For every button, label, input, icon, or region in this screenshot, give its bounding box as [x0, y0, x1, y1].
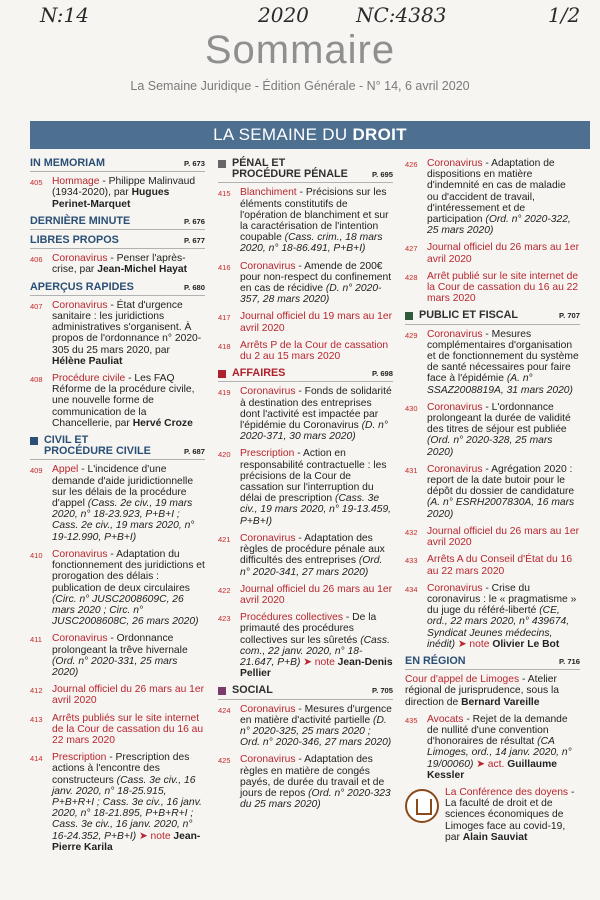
entry-number: 417	[218, 313, 231, 323]
entry-reference: (Cass. com., 22 janv. 2020, n° 18-21.647, P+B)	[240, 634, 390, 668]
entry-text: - État d'urgence sanitaire : les juridictions administratives s'organisent. À propos de l'ordonnance n° 2020-305 du 25 mars 2020, par	[52, 299, 202, 356]
entry-427[interactable]	[405, 242, 580, 264]
entry-heading: Appel	[52, 464, 79, 476]
entry-reference: (Ord. n° 2020-323 du 25 mars 2020)	[240, 787, 391, 811]
conference-entry[interactable]	[405, 787, 580, 843]
banner-bold: DROIT	[352, 125, 407, 144]
entry-heading: Arrêts A du Conseil d'État du 16 au 22 mars 2020	[427, 554, 573, 577]
entry-text: - Penser l'après-crise, par	[52, 253, 186, 276]
entry-number: 407	[30, 301, 43, 311]
entry-number: 421	[218, 534, 231, 544]
section-page: P. 687	[184, 447, 205, 457]
section-apercus-rapides	[30, 282, 205, 296]
entry-heading: Prescription	[240, 448, 295, 460]
entry-heading: Arrêts publiés sur le site internet de la Cour de cassation du 16 au 22 mars 2020	[52, 712, 204, 746]
note-arrow: ➤ note	[300, 656, 338, 668]
entry-424[interactable]	[218, 704, 393, 749]
entry-heading: Coronavirus	[52, 633, 108, 645]
entry-heading: Journal officiel du 19 mars au 1er avril 2020	[240, 311, 393, 334]
entry-author: Guillaume Kessler	[427, 758, 557, 781]
entry-number: 424	[218, 705, 231, 715]
section-in-memoriam	[30, 158, 205, 172]
entry-heading: Procédure civile	[52, 373, 126, 385]
entry-number: 410	[30, 550, 43, 560]
entry-text: - Adaptation de dispositions en matière d'indemnité en cas de maladie ou d'accident de travail, d'intéressement et de participation	[427, 158, 566, 226]
entry-text: - Précisions sur les éléments constitutifs de l'opération de blanchiment et sur la caractérisation de l'intention coupable	[240, 187, 389, 244]
section-banner	[30, 121, 590, 149]
handwritten-page: 1/2	[548, 3, 581, 27]
section-title-text: SOCIAL	[232, 684, 273, 697]
section-page: P. 673	[184, 159, 205, 168]
column-3	[405, 158, 580, 849]
entry-heading: Coronavirus	[427, 328, 483, 340]
section-title-text: AFFAIRES	[232, 367, 286, 380]
entry-number: 405	[30, 178, 43, 188]
entry-number: 416	[218, 262, 231, 272]
entry-number: 433	[405, 556, 418, 566]
entry-408[interactable]	[30, 373, 205, 429]
entry-405[interactable]	[30, 176, 205, 210]
section-page: P. 680	[184, 282, 205, 292]
entry-heading: Coronavirus	[427, 582, 483, 594]
entry-heading: Coronavirus	[240, 532, 296, 544]
entry-reference: (A. n° ESRH2007830A, 16 mars 2020)	[427, 497, 575, 520]
section-square-icon	[218, 160, 226, 168]
note-arrow: ➤ act.	[473, 758, 508, 770]
entry-number: 412	[30, 686, 43, 696]
entry-reference: (Ord. n° 2020-341, 27 mars 2020)	[240, 555, 383, 578]
entry-428[interactable]	[405, 271, 580, 305]
entry-heading: Coronavirus	[240, 703, 296, 715]
section-square-icon	[218, 687, 226, 695]
section-affaires	[218, 368, 393, 382]
section-derniere-minute	[30, 216, 205, 230]
section-title	[405, 310, 518, 321]
section-social	[218, 685, 393, 699]
conference-logo-icon	[405, 789, 439, 823]
entry-text: - Les FAQ Réforme de la procédure civile, une nouvelle forme de communication de la Chancellerie, par	[52, 373, 195, 429]
entry-number: 420	[218, 450, 231, 460]
entry-reference: (D. n° 2020-325, 25 mars 2020 ; Ord. n° 2020-346, 27 mars 2020)	[240, 714, 392, 749]
entry-text: - Adaptation des règles en matière de congés payés, de durée du travail et de jours de repos	[240, 754, 385, 799]
entry-420[interactable]	[218, 448, 393, 526]
entry-heading: Procédures collectives	[240, 612, 344, 624]
entry-reference: (Cass. 3e civ., 19 mars 2020, n° 19-13.459, P+B+I)	[240, 493, 392, 527]
entry-text: - La faculté de droit et de sciences économiques de Limoges face au covid-19, par	[445, 786, 575, 843]
entry-author: Jean-Pierre Karila	[52, 830, 201, 853]
section-en-region	[405, 656, 580, 670]
entry-heading: Arrêts P de la Cour de cassation du 2 au 15 mars 2020	[240, 339, 389, 363]
entry-number: 431	[405, 465, 418, 475]
entry-reference: (D. n° 2020-371, 30 mars 2020)	[240, 420, 389, 443]
entry-reference: (Cass. crim., 18 mars 2020, n° 18-86.491, P+B+I)	[240, 232, 383, 255]
entry-heading: Coronavirus	[427, 158, 483, 169]
section-libres-propos	[30, 235, 205, 249]
entry-423[interactable]	[218, 612, 393, 679]
entry-reference: (Ord. n° 2020-328, 25 mars 2020)	[427, 435, 553, 458]
entry-409[interactable]	[30, 464, 205, 542]
entry-heading: Coronavirus	[427, 401, 483, 413]
issue-subtitle: La Semaine Juridique - Édition Générale - N° 14, 6 avril 2020	[130, 79, 470, 93]
entry-417[interactable]	[218, 311, 393, 333]
note-arrow: ➤ note	[455, 638, 493, 650]
entry-author: Alain Sauviat	[462, 831, 528, 843]
section-title	[218, 158, 348, 180]
entry-reference: (Circ. n° JUSC2008609C, 26 mars 2020 ; Circ. n° JUSC2008608C, 26 mars 2020)	[52, 593, 199, 628]
entry-heading: Avocats	[427, 713, 464, 725]
entry-heading: Arrêt publié sur le site internet de la Cour de cassation du 16 au 22 mars 2020	[427, 270, 579, 305]
entry-number: 406	[30, 255, 43, 265]
handwritten-reference: NC:4383	[356, 3, 447, 27]
entry-heading: Journal officiel du 26 mars au 1er avril 2020	[427, 242, 580, 265]
entry-number: 423	[218, 614, 231, 624]
entry-412[interactable]	[30, 684, 205, 706]
entry-heading: Blanchiment	[240, 187, 297, 199]
section-title	[218, 368, 285, 379]
entry-author: Jean-Denis Pellier	[240, 656, 393, 680]
entry-430[interactable]	[405, 402, 580, 458]
entry-number: 429	[405, 330, 418, 340]
section-title: EN RÉGION	[405, 654, 466, 667]
entry-number: 409	[30, 466, 43, 476]
entry-413[interactable]	[30, 713, 205, 747]
entry-heading: Coronavirus	[427, 463, 483, 475]
entry-410[interactable]	[30, 549, 205, 627]
entry-reference: (D. n° 2020-357, 28 mars 2020)	[240, 283, 382, 306]
entry-407[interactable]	[30, 300, 205, 367]
entry-reference: (Cass. 2e civ., 19 mars 2020, n° 18-23.923, P+B+I ; Cass. 2e civ., 19 mars 2020, n° 19-12.990, P+B+I)	[52, 498, 195, 543]
entry-heading: Coronavirus	[240, 260, 296, 272]
entry-heading: Journal officiel du 26 mars au 1er avril 2020	[52, 684, 205, 707]
entry-number: 430	[405, 403, 418, 413]
entry-author: Hélène Pauliat	[52, 355, 123, 367]
section-square-icon	[405, 312, 413, 320]
entry-text: - Atelier régional de jurisprudence, sous la direction de	[405, 674, 559, 708]
entry-number: 414	[30, 754, 43, 764]
entry-411[interactable]	[30, 633, 205, 678]
banner-text: LA SEMAINE DU	[213, 125, 353, 144]
section-square-icon	[30, 437, 38, 445]
entry-heading: Coronavirus	[240, 386, 296, 398]
entry-number: 435	[405, 715, 418, 725]
entry-number: 408	[30, 375, 43, 385]
entry-text: - Mesures complémentaires d'organisation et de fonctionnement du système de santé nécessaires pour faire face à l'épidémie	[427, 328, 579, 385]
entry-number: 418	[218, 341, 231, 351]
section-page: P. 695	[372, 170, 393, 180]
entry-406[interactable]	[30, 253, 205, 275]
entry-text: - Fonds de solidarité à destination des entreprises dont l'activité est impactée par l'épidémie du Coronavirus	[240, 386, 392, 432]
entry-text: - L'incidence d'une demande d'aide juridictionnelle sur les délais de la procédure d'appel	[52, 464, 194, 510]
section-page: P. 698	[372, 369, 393, 379]
entry-425[interactable]	[218, 754, 393, 810]
handwritten-year: 2020	[258, 3, 309, 27]
entry-text: - De la primauté des procédures collectives sur les sûretés	[240, 612, 377, 646]
entry-reference: (CA Limoges, ord., 14 janv. 2020, n° 19/00060)	[427, 736, 572, 770]
section-page: P. 716	[559, 656, 580, 666]
entry-416[interactable]	[218, 261, 393, 306]
entry-number: 419	[218, 388, 231, 398]
entry-heading: Coronavirus	[52, 253, 108, 265]
entry-author: Olivier Le Bot	[492, 638, 560, 650]
entry-number: 413	[30, 714, 43, 724]
entry-415[interactable]	[218, 187, 393, 254]
section-title-line2: PROCÉDURE PÉNALE	[232, 168, 348, 181]
entry-432[interactable]	[405, 526, 580, 548]
entry-heading: Coronavirus	[52, 299, 108, 311]
entry-text: - Ordonnance prolongeant la trêve hivernale	[52, 633, 188, 656]
entry-heading: Journal officiel du 26 mars au 1er avril 2020	[240, 583, 393, 606]
section-title-line1: PÉNAL ET	[232, 157, 286, 169]
section-title: DERNIÈRE MINUTE	[30, 214, 131, 227]
entry-429[interactable]	[405, 329, 580, 396]
entry-author: Jean-Michel Hayat	[97, 264, 188, 276]
entry-434[interactable]	[405, 583, 580, 650]
section-title	[218, 685, 273, 696]
entry-text: - Adaptation du fonctionnement des juridictions et prorogation des délais : publication de deux circulaires	[52, 548, 205, 594]
entry-heading: Journal officiel du 26 mars au 1er avril 2020	[427, 525, 580, 549]
entry-author: Bernard Vareille	[461, 696, 540, 708]
section-public-fiscal	[405, 310, 580, 324]
entry-text: - Amende de 200€ pour non-respect du confinement en cas de récidive	[240, 260, 392, 295]
section-title	[30, 435, 151, 457]
entry-435[interactable]	[405, 714, 580, 781]
entry-heading: Cour d'appel de Limoges	[405, 674, 520, 686]
column-1	[30, 158, 205, 859]
entry-heading: La Conférence des doyens	[445, 786, 569, 798]
handwritten-number: N:14	[40, 3, 89, 27]
section-page: P. 677	[184, 236, 205, 246]
section-penal	[218, 158, 393, 183]
entry-text: - Adaptation des règles de procédure pénale aux difficultés des entreprises	[240, 532, 385, 567]
section-title: IN MEMORIAM	[30, 157, 105, 169]
entry-426[interactable]	[405, 158, 580, 236]
entry-number: 427	[405, 244, 418, 254]
section-page: P. 705	[372, 686, 393, 696]
entry-number: 426	[405, 160, 418, 169]
section-title: APERÇUS RAPIDES	[30, 280, 134, 293]
section-civil	[30, 435, 205, 460]
page-title: Sommaire	[204, 28, 396, 72]
entry-number: 422	[218, 585, 231, 595]
section-title-line1: CIVIL ET	[44, 434, 89, 447]
entry-text: - Action en responsabilité contractuelle : les précisions de la Cour de cassation sur l'interruption du délai de prescription	[240, 448, 387, 505]
entry-text: - Crise du coronavirus : le « pragmatisme » du juge du référé-liberté	[427, 582, 577, 617]
entry-reference: (A. n° SSAZ2008819A, 31 mars 2020)	[427, 373, 573, 396]
entry-reference: (Cass. 3e civ., 16 janv. 2020, n° 18-25.915, P+B+R+I ; Cass. 3e civ., 16 janv. 2020, n° 18-21.895, P+B+R+I ; Cass. 3e civ., 16 janv. 2020, n° 16-24.352, P+B+I)	[52, 774, 202, 842]
entry-431[interactable]	[405, 464, 580, 520]
entry-text: - Agrégation 2020 : report de la date butoir pour le dépôt du dossier de candidature	[427, 463, 575, 498]
entry-text: - L'ordonnance prolongeant la durée de validité des titres de séjour est publiée	[427, 401, 571, 436]
column-2	[218, 158, 393, 816]
entry-heading: Prescription	[52, 752, 107, 764]
section-title-line2: PROCÉDURE CIVILE	[44, 445, 151, 458]
entry-reference: (CE, ord., 22 mars 2020, n° 439674, Syndicat Jeunes médecins, inédit)	[427, 605, 570, 650]
entry-number: 428	[405, 272, 418, 282]
entry-421[interactable]	[218, 533, 393, 578]
entry-heading: Coronavirus	[240, 754, 296, 766]
entry-422[interactable]	[218, 584, 393, 606]
entry-author: Hugues Perinet-Marquet	[52, 187, 170, 210]
entry-heading: Hommage	[52, 176, 100, 188]
section-page: P. 707	[559, 311, 580, 321]
entry-433[interactable]	[405, 554, 580, 576]
entry-text: - Philippe Malinvaud (1934-2020), par	[52, 176, 196, 199]
entry-number: 432	[405, 527, 418, 537]
entry-reference: (Ord. n° 2020-331, 25 mars 2020)	[52, 655, 178, 678]
entry-text: - Prescription des actions à l'encontre des constructeurs	[52, 752, 190, 786]
entry-number: 425	[218, 756, 231, 766]
entry-author: Hervé Croze	[132, 417, 193, 429]
region-intro[interactable]	[405, 674, 580, 708]
entry-text: - Mesures d'urgence en matière d'activité partielle	[240, 703, 392, 726]
section-title: LIBRES PROPOS	[30, 234, 119, 247]
entry-number: 434	[405, 584, 418, 594]
entry-heading: Coronavirus	[52, 548, 108, 560]
note-arrow: ➤ note	[136, 830, 174, 842]
entry-419[interactable]	[218, 386, 393, 442]
section-page: P. 676	[184, 216, 205, 226]
entry-text: - Rejet de la demande de nullité d'une convention d'honoraires de résultat	[427, 713, 568, 748]
section-title-text: PUBLIC ET FISCAL	[419, 309, 518, 322]
entry-number: 411	[30, 635, 42, 645]
entry-reference: (Ord. n° 2020-322, 25 mars 2020)	[427, 214, 571, 237]
entry-418[interactable]	[218, 340, 393, 362]
section-square-icon	[218, 370, 226, 378]
entry-number: 415	[218, 189, 231, 199]
entry-414[interactable]	[30, 752, 205, 853]
